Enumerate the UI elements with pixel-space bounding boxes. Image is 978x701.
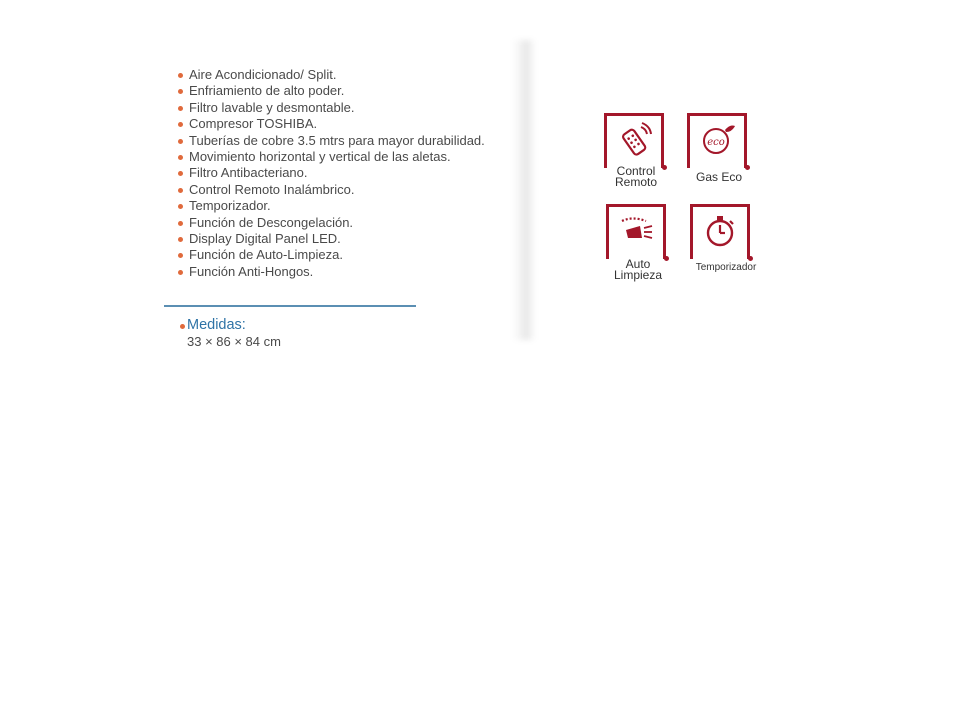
self-cleaning-icon (618, 212, 654, 248)
feature-item (177, 231, 485, 247)
feature-text: Enfriamiento de alto poder. (189, 83, 345, 99)
bullet-icon (178, 106, 183, 111)
feature-item (177, 182, 485, 198)
feature-text: Función de Descongelación. (189, 214, 354, 230)
bullet-icon (178, 270, 183, 275)
feature-text: Aire Acondicionado/ Split. (189, 67, 337, 82)
feature-list (177, 67, 485, 280)
bullet-icon (180, 324, 185, 329)
feature-badge-gas-eco (687, 113, 757, 193)
medidas-value: 33 × 86 × 84 cm (187, 334, 281, 349)
bullet-icon (178, 237, 183, 242)
feature-item (177, 149, 485, 165)
bullet-icon (178, 171, 183, 176)
medidas-section (177, 316, 281, 349)
badge-label: Gas Eco (695, 170, 743, 184)
bullet-icon (178, 89, 183, 94)
feature-text: Movimiento horizontal y vertical de las aletas. (189, 149, 451, 165)
feature-item (177, 198, 485, 214)
badge-label: Control Remoto (614, 164, 658, 189)
bullet-icon (178, 139, 183, 144)
feature-item (177, 116, 485, 132)
feature-item (177, 215, 485, 231)
feature-item (177, 165, 485, 181)
feature-text: Filtro Antibacteriano. (189, 165, 308, 181)
feature-text: Temporizador. (189, 198, 271, 214)
bullet-icon (178, 204, 183, 209)
bullet-icon (178, 155, 183, 160)
feature-item (177, 100, 485, 116)
feature-text: Función Anti-Hongos. (189, 263, 314, 279)
feature-badge-control-remoto (604, 113, 674, 193)
feature-text: Compresor TOSHIBA. (189, 116, 318, 132)
feature-item (177, 133, 485, 149)
feature-badge-auto-limpieza (606, 204, 676, 284)
bullet-icon (178, 122, 183, 127)
feature-text: Tuberías de cobre 3.5 mtrs para mayor durabilidad. (189, 132, 485, 148)
bullet-icon (178, 73, 183, 78)
feature-badge-temporizador (690, 204, 760, 284)
feature-item (177, 247, 485, 263)
badge-label: Temporizador (695, 262, 757, 273)
section-divider (164, 305, 416, 307)
feature-text: Filtro lavable y desmontable. (189, 99, 355, 115)
feature-text: Función de Auto-Limpieza. (189, 247, 343, 263)
remote-control-icon (616, 121, 652, 157)
feature-text: Control Remoto Inalámbrico. (189, 181, 355, 197)
badge-label: Auto Limpieza (613, 257, 663, 282)
timer-icon (702, 212, 738, 248)
feature-text: Display Digital Panel LED. (189, 231, 341, 247)
eco-leaf-icon (699, 121, 735, 157)
medidas-title: Medidas: (187, 317, 246, 333)
bullet-icon (178, 188, 183, 193)
bullet-icon (178, 221, 183, 226)
eco-glyph-text: eco (707, 137, 725, 148)
bullet-icon (178, 253, 183, 258)
feature-item (177, 67, 485, 83)
feature-item (177, 264, 485, 280)
feature-item (177, 83, 485, 99)
column-shadow-divider (512, 40, 536, 340)
